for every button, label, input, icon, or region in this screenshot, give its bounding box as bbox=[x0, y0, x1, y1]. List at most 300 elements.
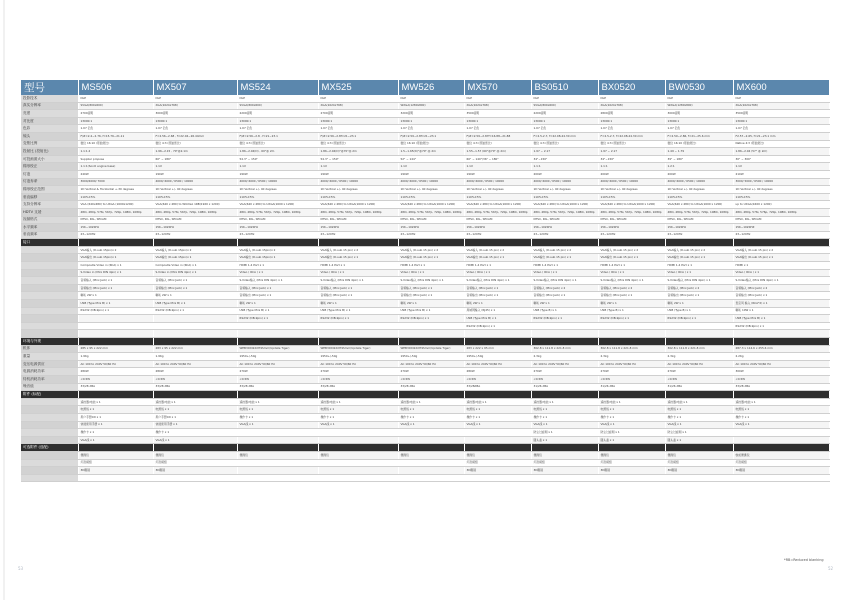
spec-cell bbox=[237, 239, 318, 247]
spec-cell: 便携包 bbox=[598, 451, 665, 459]
spec-cell: 遥控器/电池 x 1 bbox=[318, 398, 398, 406]
spec-cell bbox=[733, 436, 829, 444]
spec-cell: AC 100 to 240V 50/60 Hz bbox=[153, 360, 237, 368]
spec-cell: 音频输入 (Mini Jack) x 2 bbox=[733, 284, 829, 292]
spec-cell: VGA线 x 1 bbox=[598, 421, 665, 429]
row-label: 真实分辨率 bbox=[21, 102, 78, 110]
spec-cell: 1.1X bbox=[153, 163, 237, 171]
spec-cell: 电源线 x 1 bbox=[733, 406, 829, 414]
row-label: 灯泡寿命 bbox=[21, 178, 78, 186]
spec-cell: HDMI 1.4 Port x 1 bbox=[598, 262, 665, 270]
spec-cell: <0.5W bbox=[464, 375, 531, 383]
spec-cell: 200W bbox=[665, 170, 733, 178]
spec-cell: 麦克风 输入 (RCA*2) x 1 bbox=[733, 300, 829, 308]
spec-cell: 480i, 480p, 576i, 567p, 720p, 1080i, 1080p bbox=[318, 208, 398, 216]
spec-cell: 287.3 x 114.6 x 255.6 mm bbox=[733, 345, 829, 353]
spec-cell: F/#=2.56~2.8 , f=21~23.1 bbox=[237, 132, 318, 140]
table-row bbox=[21, 436, 829, 444]
spec-cell: 音频输入 (Mini Jack) x 1 bbox=[398, 284, 464, 292]
spec-cell: 110%±5% bbox=[398, 193, 464, 201]
spec-cell: 480i, 480p, 576i, 567p, 720p, 1080i, 1080p bbox=[78, 208, 153, 216]
spec-cell bbox=[464, 338, 531, 346]
spec-cell: 3D眼镜 bbox=[665, 467, 733, 475]
spec-cell: VGA线 x 1 bbox=[318, 421, 398, 429]
spec-cell: Video ( RCA ) x 1 bbox=[237, 269, 318, 277]
spec-cell: 灯泡模组 bbox=[78, 459, 153, 467]
spec-cell: WEB3XDI22XH9Smm(Update Tiger) bbox=[318, 345, 398, 353]
table-row bbox=[21, 186, 829, 194]
spec-cell: <0.5W bbox=[237, 375, 318, 383]
spec-cell: Video ( RCA ) x 1 bbox=[464, 269, 531, 277]
spec-cell: <0.5W bbox=[318, 375, 398, 383]
spec-cell: 110%±5% bbox=[78, 193, 153, 201]
model-header: BW0530 bbox=[665, 80, 733, 95]
spec-cell: 3D眼镜 bbox=[153, 467, 237, 475]
spec-cell: 1.1:1.2 bbox=[78, 148, 153, 156]
spec-cell: 随头盖 x 1 bbox=[665, 436, 733, 444]
spec-cell: 4000/ 6000 / 6500 / 10000 bbox=[237, 178, 318, 186]
spec-cell bbox=[78, 444, 153, 452]
table-row bbox=[21, 451, 829, 459]
spec-cell bbox=[398, 474, 464, 482]
spec-cell: HDMI 1.4 Port x 1 bbox=[531, 262, 598, 270]
spec-cell: 灯泡模组 bbox=[531, 459, 598, 467]
page-fold bbox=[3, 0, 5, 600]
spec-cell: 15K~102KHz bbox=[318, 224, 398, 232]
spec-cell: VGA输入 (D-sub 15 pin) x 2 bbox=[398, 246, 464, 254]
spec-cell: 遥控器/电池 x 1 bbox=[398, 398, 464, 406]
row-label bbox=[21, 292, 78, 300]
spec-cell: 110%±5% bbox=[531, 193, 598, 201]
spec-cell: Composite Video in (RCA) x 1 bbox=[78, 262, 153, 270]
spec-cell bbox=[237, 322, 318, 330]
spec-cell bbox=[733, 444, 829, 452]
spec-cell: 2200流明 bbox=[237, 110, 318, 118]
spec-cell bbox=[464, 444, 531, 452]
spec-cell bbox=[398, 391, 464, 399]
spec-cell: 1.1:1 bbox=[598, 163, 665, 171]
spec-cell: USB (Type B) x 1 bbox=[531, 307, 598, 315]
spec-cell: 电源线 x 1 bbox=[464, 406, 531, 414]
table-row bbox=[21, 262, 829, 270]
spec-cell: HDMI 1.4 Port x 1 bbox=[464, 262, 531, 270]
spec-cell: VGA输入 (D-sub 15 pin) x 2 bbox=[733, 246, 829, 254]
spec-cell: 302.8 x 111.8 x 221.8 mm bbox=[598, 345, 665, 353]
spec-cell: 随头盖 x 1 bbox=[598, 436, 665, 444]
spec-cell: 3D眼镜 bbox=[733, 467, 829, 475]
spec-cell: VGA输入 (D-sub 15 pin) x 2 bbox=[531, 246, 598, 254]
spec-cell: HDMI 1.4 Port x 1 bbox=[665, 262, 733, 270]
spec-cell bbox=[237, 330, 318, 338]
spec-cell: HDMI 1.4 Port x 1 bbox=[237, 262, 318, 270]
spec-cell: 2.2Kg bbox=[733, 353, 829, 361]
spec-cell bbox=[464, 330, 531, 338]
row-label: 变压电源供应 bbox=[21, 360, 78, 368]
spec-cell: 防尘过滤网 x 1 bbox=[598, 429, 665, 437]
spec-cell: 33/28 dBA bbox=[733, 383, 829, 391]
spec-cell: 音频输入 (Mini Jack) x 2 bbox=[531, 284, 598, 292]
spec-cell bbox=[531, 330, 598, 338]
spec-cell: WEB3XDI22XH9Smm(Update Tiger) bbox=[237, 345, 318, 353]
spec-cell: 操作卡 x 1 bbox=[153, 429, 237, 437]
table-row bbox=[21, 383, 829, 391]
table-row bbox=[21, 193, 829, 201]
spec-cell: 1D Vertical +/- 40 degrees bbox=[531, 186, 598, 194]
spec-cell: 数位 4:3 (原始宽比) bbox=[153, 140, 237, 148]
spec-cell: 270W bbox=[318, 368, 398, 376]
spec-cell: AC 100 to 240V 50/60 Hz bbox=[598, 360, 665, 368]
spec-cell: DLP bbox=[665, 95, 733, 102]
spec-cell: 音频输出 (Mini Jack) x 1 bbox=[78, 284, 153, 292]
spec-cell: NTSC, PAL, SECAM bbox=[153, 216, 237, 224]
spec-cell: 喇叭 2W x 1 bbox=[237, 300, 318, 308]
row-label: 待机消耗功率 bbox=[21, 375, 78, 383]
spec-cell: 音频输出 (Mini Jack) x 1 bbox=[237, 292, 318, 300]
spec-cell bbox=[237, 436, 318, 444]
spec-cell: 音频输入 (Mini Jack) x 1 bbox=[237, 284, 318, 292]
spec-cell: 3500流明 bbox=[464, 110, 531, 118]
spec-cell: 190W bbox=[398, 170, 464, 178]
spec-cell: WXGA(1280x800) bbox=[398, 102, 464, 110]
spec-cell: 音频输出 (Mini Jack) x 1 bbox=[153, 284, 237, 292]
spec-cell: 1D Vertical +/- 40 degrees bbox=[398, 186, 464, 194]
spec-cell: 数位 16:10 (原始宽比) bbox=[398, 140, 464, 148]
spec-cell: S-Video in (Mini DIN 4pin) x 1 bbox=[153, 269, 237, 277]
spec-cell bbox=[665, 322, 733, 330]
spec-cell: 2.3kg bbox=[665, 353, 733, 361]
spec-cell: 音频输出 (Mini Jack) x 1 bbox=[464, 292, 531, 300]
spec-cell: DLP bbox=[153, 95, 237, 102]
section-row bbox=[21, 444, 829, 452]
row-label: 变焦比例 bbox=[21, 140, 78, 148]
spec-cell bbox=[318, 429, 398, 437]
spec-cell: 480i, 480p, 576i, 567p, 720p, 1080i, 1080p bbox=[531, 208, 598, 216]
spec-cell: 便携包 bbox=[665, 451, 733, 459]
spec-cell: NTSC, PAL, SECAM bbox=[531, 216, 598, 224]
spec-cell: 23~120Hz bbox=[665, 231, 733, 239]
row-label: 附件 (标配) bbox=[21, 391, 78, 399]
row-label bbox=[21, 269, 78, 277]
spec-cell: RS232 (DB-9pin) x 1 bbox=[318, 315, 398, 323]
spec-cell: 局域网输入 (RJ45) x 1 bbox=[464, 307, 531, 315]
spec-cell: VGA(640 x 480) to UXGA(1600 x 1200) bbox=[237, 201, 318, 209]
spec-cell bbox=[318, 436, 398, 444]
spec-cell: 270W bbox=[531, 368, 598, 376]
spec-cell: VGA输入 (D-sub 15pin)x 2 bbox=[153, 246, 237, 254]
spec-cell: 110%±5% bbox=[237, 193, 318, 201]
spec-cell: VGA线 x 1 bbox=[153, 436, 237, 444]
spec-cell bbox=[665, 474, 733, 482]
spec-cell bbox=[78, 391, 153, 399]
spec-cell: 4000/ 6000 / 6500 / 10000 bbox=[665, 178, 733, 186]
spec-cell: 便携包 bbox=[237, 451, 318, 459]
row-label bbox=[21, 254, 78, 262]
spec-cell bbox=[153, 239, 237, 247]
spec-cell: 遥控器/电池 x 1 bbox=[78, 398, 153, 406]
spec-cell: 33/28 dBA bbox=[237, 383, 318, 391]
spec-cell: SVGA(800x600) bbox=[78, 102, 153, 110]
row-label bbox=[21, 421, 78, 429]
spec-cell: 1D Vertical +/- 40 degrees bbox=[318, 186, 398, 194]
spec-cell: 480i, 480p, 576i, 567p, 720p, 1080i, 1080p bbox=[665, 208, 733, 216]
row-label: 视频格式 bbox=[21, 216, 78, 224]
spec-cell: 1D Vertical +/- 40 degrees bbox=[733, 186, 829, 194]
spec-cell: USB (Type Mini B) x 1 bbox=[237, 307, 318, 315]
spec-cell: 1.5~1.65(D)"@70" @ 2m bbox=[398, 148, 464, 156]
spec-cell: 23~120Hz bbox=[237, 231, 318, 239]
spec-cell: 33/28 dBA bbox=[78, 383, 153, 391]
spec-cell: VGA(640 x 480) to UXGA(1600 x 1200) bbox=[531, 201, 598, 209]
spec-cell: 280W bbox=[464, 368, 531, 376]
spec-cell: 音频输出 (Mini Jack) x 1 bbox=[398, 292, 464, 300]
spec-cell: 280W bbox=[78, 368, 153, 376]
spec-cell: <0.5W bbox=[398, 375, 464, 383]
spec-cell: 15K~102KHz bbox=[464, 224, 531, 232]
spec-cell: 1.1:1(SonO engine base) bbox=[78, 163, 153, 171]
row-label bbox=[21, 246, 78, 254]
spec-cell: 3000流明 bbox=[665, 110, 733, 118]
spec-cell: S-Video输入 (Mini DIN 4pin) x 1 bbox=[237, 277, 318, 285]
spec-cell: 60" ~ 180" bbox=[153, 155, 237, 163]
row-label bbox=[21, 413, 78, 421]
spec-cell: 15K~102KHZ bbox=[733, 224, 829, 232]
spec-cell: 1.2:1 bbox=[665, 163, 733, 171]
spec-cell: 用户手册CD x 1 bbox=[153, 413, 237, 421]
spec-cell: 302.8 x 111.8 x 221.8 mm bbox=[531, 345, 598, 353]
spec-cell: 遥控器/电池 x 1 bbox=[464, 398, 531, 406]
table-row bbox=[21, 102, 829, 110]
row-label: 对比度 bbox=[21, 117, 78, 125]
spec-cell: 喇叭 2W x 1 bbox=[531, 300, 598, 308]
header-label: 型号 bbox=[21, 80, 78, 95]
spec-cell: USB (Type Mini B) x 1 bbox=[398, 307, 464, 315]
row-label: 支持分辨率 bbox=[21, 201, 78, 209]
table-body bbox=[21, 95, 829, 482]
spec-cell: F/#=2.4~2.76, f=15.76~21.11 bbox=[78, 132, 153, 140]
spec-cell bbox=[598, 322, 665, 330]
table-row bbox=[21, 163, 829, 171]
spec-cell: NTSC, PAL, SECAM bbox=[237, 216, 318, 224]
spec-cell: 遥控器/电池 x 1 bbox=[531, 398, 598, 406]
spec-cell: 1D Vertical +/- 40 degrees bbox=[464, 186, 531, 194]
model-header: MS524 bbox=[237, 80, 318, 95]
spec-cell bbox=[153, 474, 237, 482]
spec-cell: 数位 4:3 (原始宽比) bbox=[237, 140, 318, 148]
spec-cell: 15K~102KHz bbox=[598, 224, 665, 232]
row-label: 噪音值 bbox=[21, 383, 78, 391]
spec-cell bbox=[237, 391, 318, 399]
spec-cell: 270W bbox=[598, 368, 665, 376]
section-row bbox=[21, 338, 829, 346]
spec-cell: 1.1X bbox=[318, 163, 398, 171]
spec-cell: USB (Type Mini B) x 1 bbox=[318, 307, 398, 315]
spec-cell bbox=[153, 315, 237, 323]
spec-cell: 1.55~1.57 (60"@70" @ 2m) bbox=[464, 148, 531, 156]
spec-cell: 1.07 亿色 bbox=[733, 125, 829, 133]
spec-cell bbox=[464, 391, 531, 399]
spec-cell: S-Video in (Mini DIN 4pin) x 1 bbox=[78, 269, 153, 277]
spec-cell: 电源线 x 1 bbox=[531, 406, 598, 414]
spec-cell: 34"~150" bbox=[598, 155, 665, 163]
table-row bbox=[21, 360, 829, 368]
spec-cell: 喇叭 2W x 1 bbox=[598, 300, 665, 308]
spec-cell: S-Video输入 (Mini DIN 4pin) x 1 bbox=[598, 277, 665, 285]
spec-cell: DLP bbox=[598, 95, 665, 102]
spec-cell: 音频输入 (Mini Jack) x 2 bbox=[665, 284, 733, 292]
row-label: 机体 bbox=[21, 345, 78, 353]
spec-cell: 遥控器/电池 x 1 bbox=[598, 398, 665, 406]
spec-cell bbox=[237, 467, 318, 475]
row-label: 环境与外观 bbox=[21, 338, 78, 346]
spec-cell: 1.49 ~ 1.79 bbox=[665, 148, 733, 156]
spec-cell: RS232 (DB-9pin) x 1 bbox=[78, 307, 153, 315]
spec-cell: 15K~102KHz bbox=[531, 224, 598, 232]
spec-cell: 遥控器/电池 x 1 bbox=[733, 398, 829, 406]
spec-cell bbox=[398, 322, 464, 330]
spec-cell: VGA输出 (D-sub 15 pin) x 1 bbox=[318, 254, 398, 262]
spec-cell: 1950+/-50g bbox=[318, 353, 398, 361]
spec-cell: 280W bbox=[153, 368, 237, 376]
spec-cell: 23~120Hz bbox=[398, 231, 464, 239]
table-row bbox=[21, 148, 829, 156]
spec-cell: 13000:1 bbox=[464, 117, 531, 125]
spec-cell: HDMI x 1 bbox=[733, 262, 829, 270]
spec-cell: 音频输出 (Mini Jack) x 1 bbox=[733, 292, 829, 300]
spec-cell bbox=[153, 338, 237, 346]
spec-cell bbox=[598, 239, 665, 247]
spec-cell bbox=[598, 330, 665, 338]
spec-cell: 1.96~2.15 , 70"@2.1m bbox=[153, 148, 237, 156]
table-row bbox=[21, 398, 829, 406]
spec-cell bbox=[665, 444, 733, 452]
table-row bbox=[21, 413, 829, 421]
spec-cell: 60" ~ 140"/36" ~ 180" bbox=[464, 155, 531, 163]
spec-cell: 2700流明 bbox=[78, 110, 153, 118]
table-row bbox=[21, 421, 829, 429]
spec-cell: 110%±5% bbox=[153, 193, 237, 201]
row-label bbox=[21, 322, 78, 330]
row-label: 可选附件 (选配) bbox=[21, 444, 78, 452]
spec-cell: 15K~102KHz bbox=[398, 224, 464, 232]
spec-cell bbox=[318, 467, 398, 475]
spec-cell: 1.1X bbox=[733, 163, 829, 171]
spec-cell bbox=[318, 474, 398, 482]
spec-cell: VGA输出 (D-sub 15pin)x 1 bbox=[237, 254, 318, 262]
spec-cell: 34"~150" bbox=[531, 155, 598, 163]
spec-cell: 4000/ 6000 / 6500 / 10000 bbox=[464, 178, 531, 186]
spec-cell: 1.07 亿色 bbox=[531, 125, 598, 133]
spec-cell: 13000:1 bbox=[318, 117, 398, 125]
spec-cell bbox=[598, 338, 665, 346]
spec-cell: 操作卡 x 1 bbox=[464, 413, 531, 421]
spec-cell: S-Video输入 (Mini DIN 4pin) x 1 bbox=[318, 277, 398, 285]
row-label: 梯形校正 bbox=[21, 163, 78, 171]
spec-cell: 音频输入 (Mini Jack) x 1 bbox=[464, 284, 531, 292]
model-header: MX600 bbox=[733, 80, 829, 95]
spec-cell bbox=[464, 474, 531, 482]
spec-cell: 喇叭 10W x 1 bbox=[733, 307, 829, 315]
spec-cell: 喇叭 2W x 1 bbox=[78, 292, 153, 300]
table-row bbox=[21, 170, 829, 178]
spec-cell: WXGA(1280x800) bbox=[665, 102, 733, 110]
spec-cell: 音频输入 (Mini Jack) x 1 bbox=[153, 277, 237, 285]
spec-cell: 1.07 亿色 bbox=[665, 125, 733, 133]
spec-cell: 190W bbox=[318, 170, 398, 178]
spec-cell: 23~120Hz bbox=[464, 231, 531, 239]
spec-cell bbox=[398, 330, 464, 338]
spec-cell: 电源线 x 1 bbox=[598, 406, 665, 414]
spec-cell: 操作卡 x 1 bbox=[598, 413, 665, 421]
spec-cell: 便携包 bbox=[78, 451, 153, 459]
spec-cell: 数位 16:10 (原始宽比) bbox=[78, 140, 153, 148]
spec-cell bbox=[531, 338, 598, 346]
spec-cell bbox=[665, 330, 733, 338]
spec-cell: 480i, 480p, 576i, 567p, 720p, 1080i, 1080p bbox=[398, 208, 464, 216]
row-label: 镜头 bbox=[21, 132, 78, 140]
spec-cell: 285 x 95 x 222 mm bbox=[78, 345, 153, 353]
spec-cell: RS232 (DB-9pin) x 1 bbox=[598, 315, 665, 323]
spec-cell: 1.86~2.04(D) , 60"@ 2m bbox=[237, 148, 318, 156]
table-row bbox=[21, 216, 829, 224]
spec-cell: 200W bbox=[598, 170, 665, 178]
spec-cell: 数位 4:3 (原始宽比) bbox=[318, 140, 398, 148]
spec-cell: VGA (640x480) to UXGA (1600x1200) bbox=[78, 201, 153, 209]
row-label: 垂直偏移 bbox=[21, 193, 78, 201]
spec-cell bbox=[531, 239, 598, 247]
model-header: BS0510 bbox=[531, 80, 598, 95]
spec-cell bbox=[464, 436, 531, 444]
spec-cell: AC 100 to 240V 50/60 Hz bbox=[733, 360, 829, 368]
spec-cell: VGA输入 (D-sub 15 pin) x 2 bbox=[318, 246, 398, 254]
row-label: 色彩 bbox=[21, 125, 78, 133]
spec-cell: 3D眼镜 bbox=[598, 467, 665, 475]
spec-cell: AC 100 to 240V 50/60 Hz bbox=[464, 360, 531, 368]
spec-cell: DLP bbox=[237, 95, 318, 102]
spec-cell: 软质便携包 bbox=[733, 451, 829, 459]
spec-table bbox=[21, 80, 830, 482]
spec-cell: 快速使用手册 x 1 bbox=[78, 421, 153, 429]
table-row bbox=[21, 429, 829, 437]
spec-cell: 3D眼镜 bbox=[78, 467, 153, 475]
spec-cell: 13000:1 bbox=[153, 117, 237, 125]
spec-cell: 13000:1 bbox=[598, 117, 665, 125]
spec-cell: Supplier propose bbox=[78, 155, 153, 163]
spec-cell: 15K~102KHz bbox=[78, 224, 153, 232]
spec-cell: 270W bbox=[237, 368, 318, 376]
spec-cell: 遥控器/电池 x 1 bbox=[665, 398, 733, 406]
spec-cell: <0.5W bbox=[665, 375, 733, 383]
section-row bbox=[21, 239, 829, 247]
spec-cell: 音频输入 (Mini Jack) x 1 bbox=[318, 284, 398, 292]
spec-cell: NTSC, PAL, SECAM bbox=[78, 216, 153, 224]
table-row bbox=[21, 125, 829, 133]
table-row bbox=[21, 315, 829, 323]
row-label bbox=[21, 284, 78, 292]
spec-cell bbox=[531, 322, 598, 330]
spec-cell: 33/28 dBA bbox=[398, 383, 464, 391]
spec-cell: 音频输出 (Mini Jack) x 1 bbox=[665, 292, 733, 300]
spec-cell: 音频输出 (Mini Jack) x 1 bbox=[598, 292, 665, 300]
row-label bbox=[21, 262, 78, 270]
table-row bbox=[21, 353, 829, 361]
spec-cell: 电源线 x 1 bbox=[398, 406, 464, 414]
spec-cell: 270W bbox=[665, 368, 733, 376]
spec-cell: 283 x 222 x 95 mm bbox=[464, 345, 531, 353]
spec-cell bbox=[78, 330, 153, 338]
spec-cell: 1.1:1 bbox=[531, 163, 598, 171]
spec-cell: 480i, 480p, 576i, 567p, 720p, 1080i, 1080p bbox=[153, 208, 237, 216]
spec-cell: RS232 (DB-9pin) x 1 bbox=[665, 315, 733, 323]
